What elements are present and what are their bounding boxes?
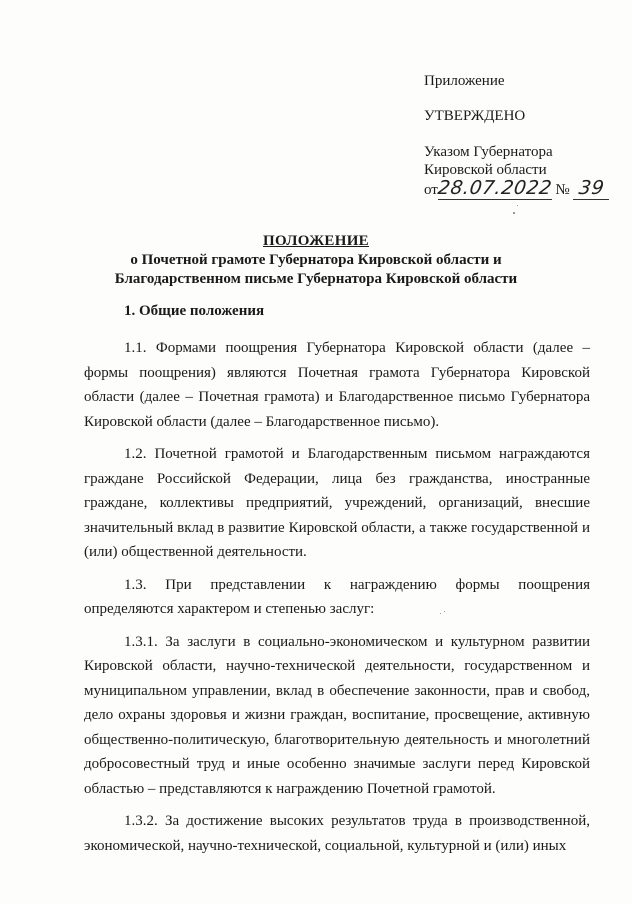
paragraph-1-2: 1.2. Почетной грамотой и Благодарственным письмом награждаются граждане Российской Федерации, лица без гражданства, иностранные граждане, коллективы предприятий, учреждений, организаций, внесшие значительный вклад в развитие Кировской области, а также государственной и (или) общественной деятельности. [84,446,590,560]
document-body [84,336,590,866]
approved-label: УТВЕРЖДЕНО [424,108,526,124]
handwritten-date: 28.07.2022 [436,177,554,199]
decree-date-line [424,179,624,200]
appendix-label: Приложение [424,73,505,89]
scan-speck [440,613,441,614]
scan-speck [513,212,515,214]
paragraph-1-3: 1.3. При представлении к награждению формы поощрения определяются характером и степенью заслуг: [84,576,590,617]
approval-stamp-block [424,72,624,200]
scan-speck [517,205,518,206]
handwritten-number: 39 [577,177,606,199]
title-subline-2: Благодарственном письме Губернатора Кировской области [114,271,518,287]
document-title-block [0,232,632,289]
document-title: ПОЛОЖЕНИЕ [263,233,369,249]
paragraph-1-3-1: 1.3.1. За заслуги в социально-экономическом и культурном развитии Кировской области, научно-технической деятельности, государственном и муниципальном управлении, вклад в обеспечение законности, прав и свобод, дело охраны здоровья и жизни граждан, воспитание, просвещение, активную общественно-политическую, благотворительную деятельность и многолетний добросовестный труд и иные особенно значимые заслуги перед Кировской областью – представляются к награждению Почетной грамотой. [84,633,590,797]
number-sign: № [555,182,570,198]
decree-line-1: Указом Губернатора [424,144,553,160]
title-subline-1: о Почетной грамоте Губернатора Кировской области и [130,252,502,268]
section-heading: 1. Общие положения [124,303,265,319]
decree-line-2: Кировской области [424,162,547,178]
paragraph-1-1: 1.1. Формами поощрения Губернатора Кировской области (далее – формы поощрения) являются Почетная грамота Губернатора Кировской области (далее – Почетная грамота) и Благодарственное письмо Губернатора Кировской области (далее – Благодарственное письмо). [84,340,590,430]
paragraph-1-3-2: 1.3.2. За достижение высоких результатов труда в производственной, экономической, научно-технической, социальной, культурной и (или) иных [84,813,590,854]
date-prefix: от [424,182,438,198]
scan-speck [444,611,445,612]
